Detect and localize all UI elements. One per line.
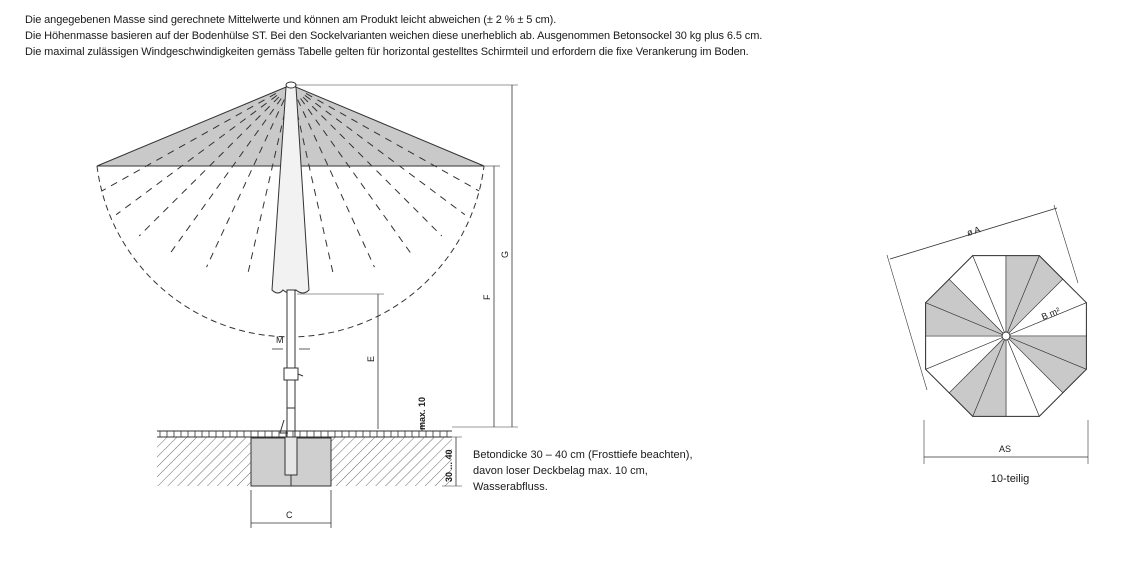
label-f: F: [482, 294, 492, 300]
side-view: [97, 82, 518, 528]
ground-sleeve: [285, 437, 297, 475]
label-depth: 30 ... 40: [444, 449, 454, 482]
paving: [157, 431, 452, 437]
label-g: G: [500, 250, 510, 258]
label-c: C: [286, 510, 293, 520]
label-max10: max. 10: [417, 396, 427, 430]
label-area: B m²: [1040, 305, 1062, 322]
foundation-note-line-2: davon loser Deckbelag max. 10 cm,: [473, 465, 648, 477]
segment-caption: 10-teilig: [990, 473, 1030, 485]
center-hub: [1002, 332, 1010, 340]
note-line-2: Die Höhenmasse basieren auf der Bodenhülse ST. Bei den Sockelvarianten weichen diese unerheblich ab. Ausgenommen Betonsockel 30 kg plus 6.5 cm.: [25, 30, 763, 42]
top-view: [887, 205, 1088, 464]
note-line-1: Die angegebenen Masse sind gerechnete Mittelwerte und können am Produkt leicht abweichen (± 2 % ± 5 cm).: [25, 14, 557, 26]
top-cap: [286, 82, 296, 88]
foundation-note-line-3: Wasserabfluss.: [473, 481, 548, 493]
label-diameter: ø A: [965, 224, 982, 238]
label-e: E: [366, 355, 376, 362]
foundation-note-line-1: Betondicke 30 – 40 cm (Frosttiefe beachten),: [473, 449, 693, 461]
label-as: AS: [999, 444, 1012, 454]
label-m: M: [276, 335, 284, 345]
foundation-note: [473, 447, 693, 495]
note-line-3: Die maximal zulässigen Windgeschwindigkeiten gemäss Tabelle gelten für horizontal gestelltes Schirmteil und erfordern die fixe Verankerung im Boden.: [25, 46, 749, 58]
